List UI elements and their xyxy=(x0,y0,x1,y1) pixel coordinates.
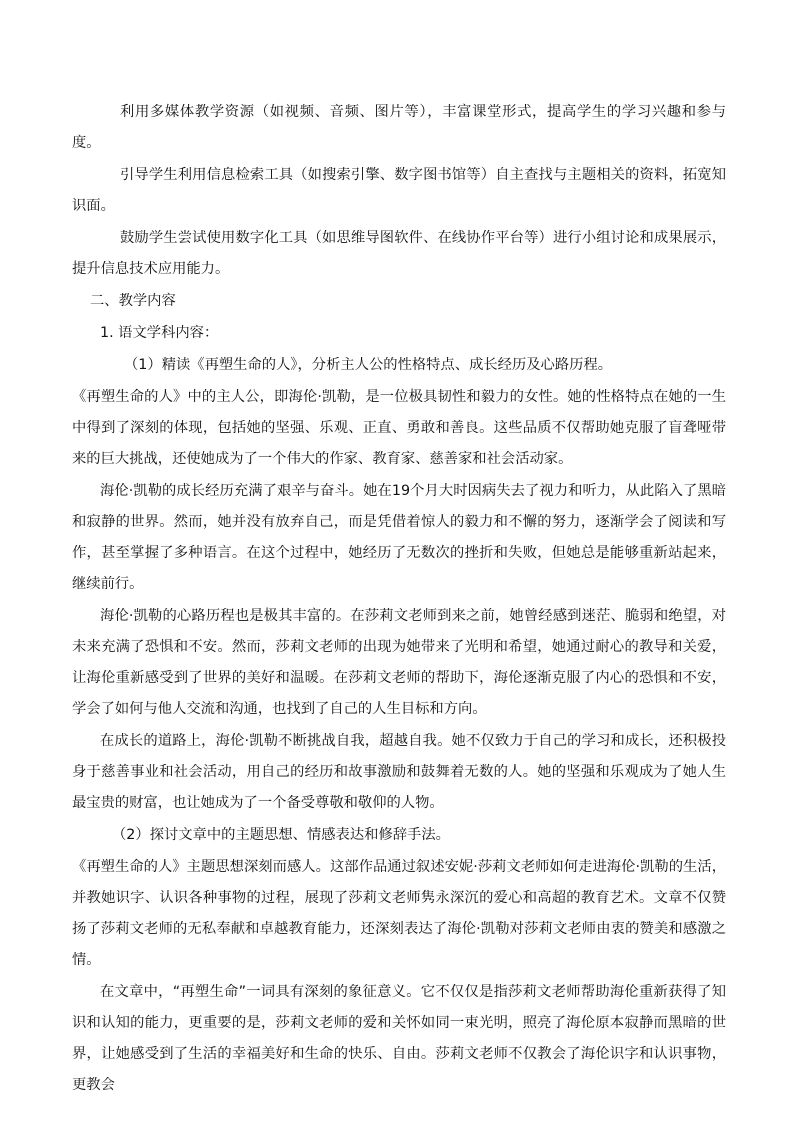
paragraph-multimedia: 利用多媒体教学资源（如视频、音频、图片等），丰富课堂形式，提高学生的学习兴趣和参与度。 xyxy=(72,104,726,151)
paragraph-inner-journey: 海伦·凯勒的心路历程也是极其丰富的。在莎莉文老师到来之前，她曾经感到迷茫、脆弱和绝望，对未来充满了恐惧和不安。然而，莎莉文老师的出现为她带来了光明和希望，她通过耐心的教导和关爱，让海伦重新感受到了世界的美好和温暖。在莎莉文老师的帮助下，海伦逐渐克服了内心的恐惧和不安，学会了如何与他人交流和沟通，也找到了自己的人生目标和方向。 xyxy=(72,608,726,717)
paragraph-theme-thought: 《再塑生命的人》主题思想深刻而感人。这部作品通过叙述安妮·莎莉文老师如何走进海伦·凯勒的生活，并教她识字、认识各种事物的过程，展现了莎莉文老师隽永深沉的爱心和高超的教育艺术。文章不仅赞扬了莎莉文老师的无私奉献和卓越教育能力，还深刻表达了海伦·凯勒对莎莉文老师由衷的赞美和感激之情。 xyxy=(72,859,726,968)
section-heading-teaching-content: 二、教学内容 xyxy=(90,293,176,309)
paragraph-information-retrieval: 引导学生利用信息检索工具（如搜索引擎、数字图书馆等）自主查找与主题相关的资料，拓宽知识面。 xyxy=(72,167,726,214)
document-body xyxy=(72,97,726,1102)
paragraph-character-traits: 《再塑生命的人》中的主人公，即海伦·凯勒，是一位极具韧性和毅力的女性。她的性格特点在她的一生中得到了深刻的体现，包括她的坚强、乐观、正直、勇敢和善良。这些品质不仅帮助她克服了盲聋哑带来的巨大挑战，还使她成为了一个伟大的作家、教育家、慈善家和社会活动家。 xyxy=(72,389,726,467)
item-heading-theme-discussion: （2）探讨文章中的主题思想、情感表达和修辞手法。 xyxy=(112,827,450,843)
paragraph-digital-tools: 鼓励学生尝试使用数字化工具（如思维导图软件、在线协作平台等）进行小组讨论和成果展示，提升信息技术应用能力。 xyxy=(72,230,726,277)
item-heading-close-reading: （1）精读《再塑生命的人》，分析主人公的性格特点、成长经历及心路历程。 xyxy=(124,357,613,373)
paragraph-growth-experience: 海伦·凯勒的成长经历充满了艰辛与奋斗。她在19个月大时因病失去了视力和听力，从此陷入了黑暗和寂静的世界。然而，她并没有放弃自己，而是凭借着惊人的毅力和不懈的努力，逐渐学会了阅读和写作，甚至掌握了多种语言。在这个过程中，她经历了无数次的挫折和失败，但她总是能够重新站起来，继续前行。 xyxy=(72,483,726,592)
subsection-heading-chinese-content: 1. 语文学科内容： xyxy=(100,325,219,341)
paragraph-symbolic-meaning: 在文章中，“再塑生命”一词具有深刻的象征意义。它不仅仅是指莎莉文老师帮助海伦重新获得了知识和认知的能力，更重要的是，莎莉文老师的爱和关怀如同一束光明，照亮了海伦原本寂静而黑暗的世界，让她感受到了生活的幸福美好和生命的快乐、自由。莎莉文老师不仅教会了海伦识字和认识事物，更教会 xyxy=(72,984,726,1093)
paragraph-self-transcendence: 在成长的道路上，海伦·凯勒不断挑战自我，超越自我。她不仅致力于自己的学习和成长，还积极投身于慈善事业和社会活动，用自己的经历和故事激励和鼓舞着无数的人。她的坚强和乐观成为了她人生最宝贵的财富，也让她成为了一个备受尊敬和敬仰的人物。 xyxy=(72,733,726,811)
